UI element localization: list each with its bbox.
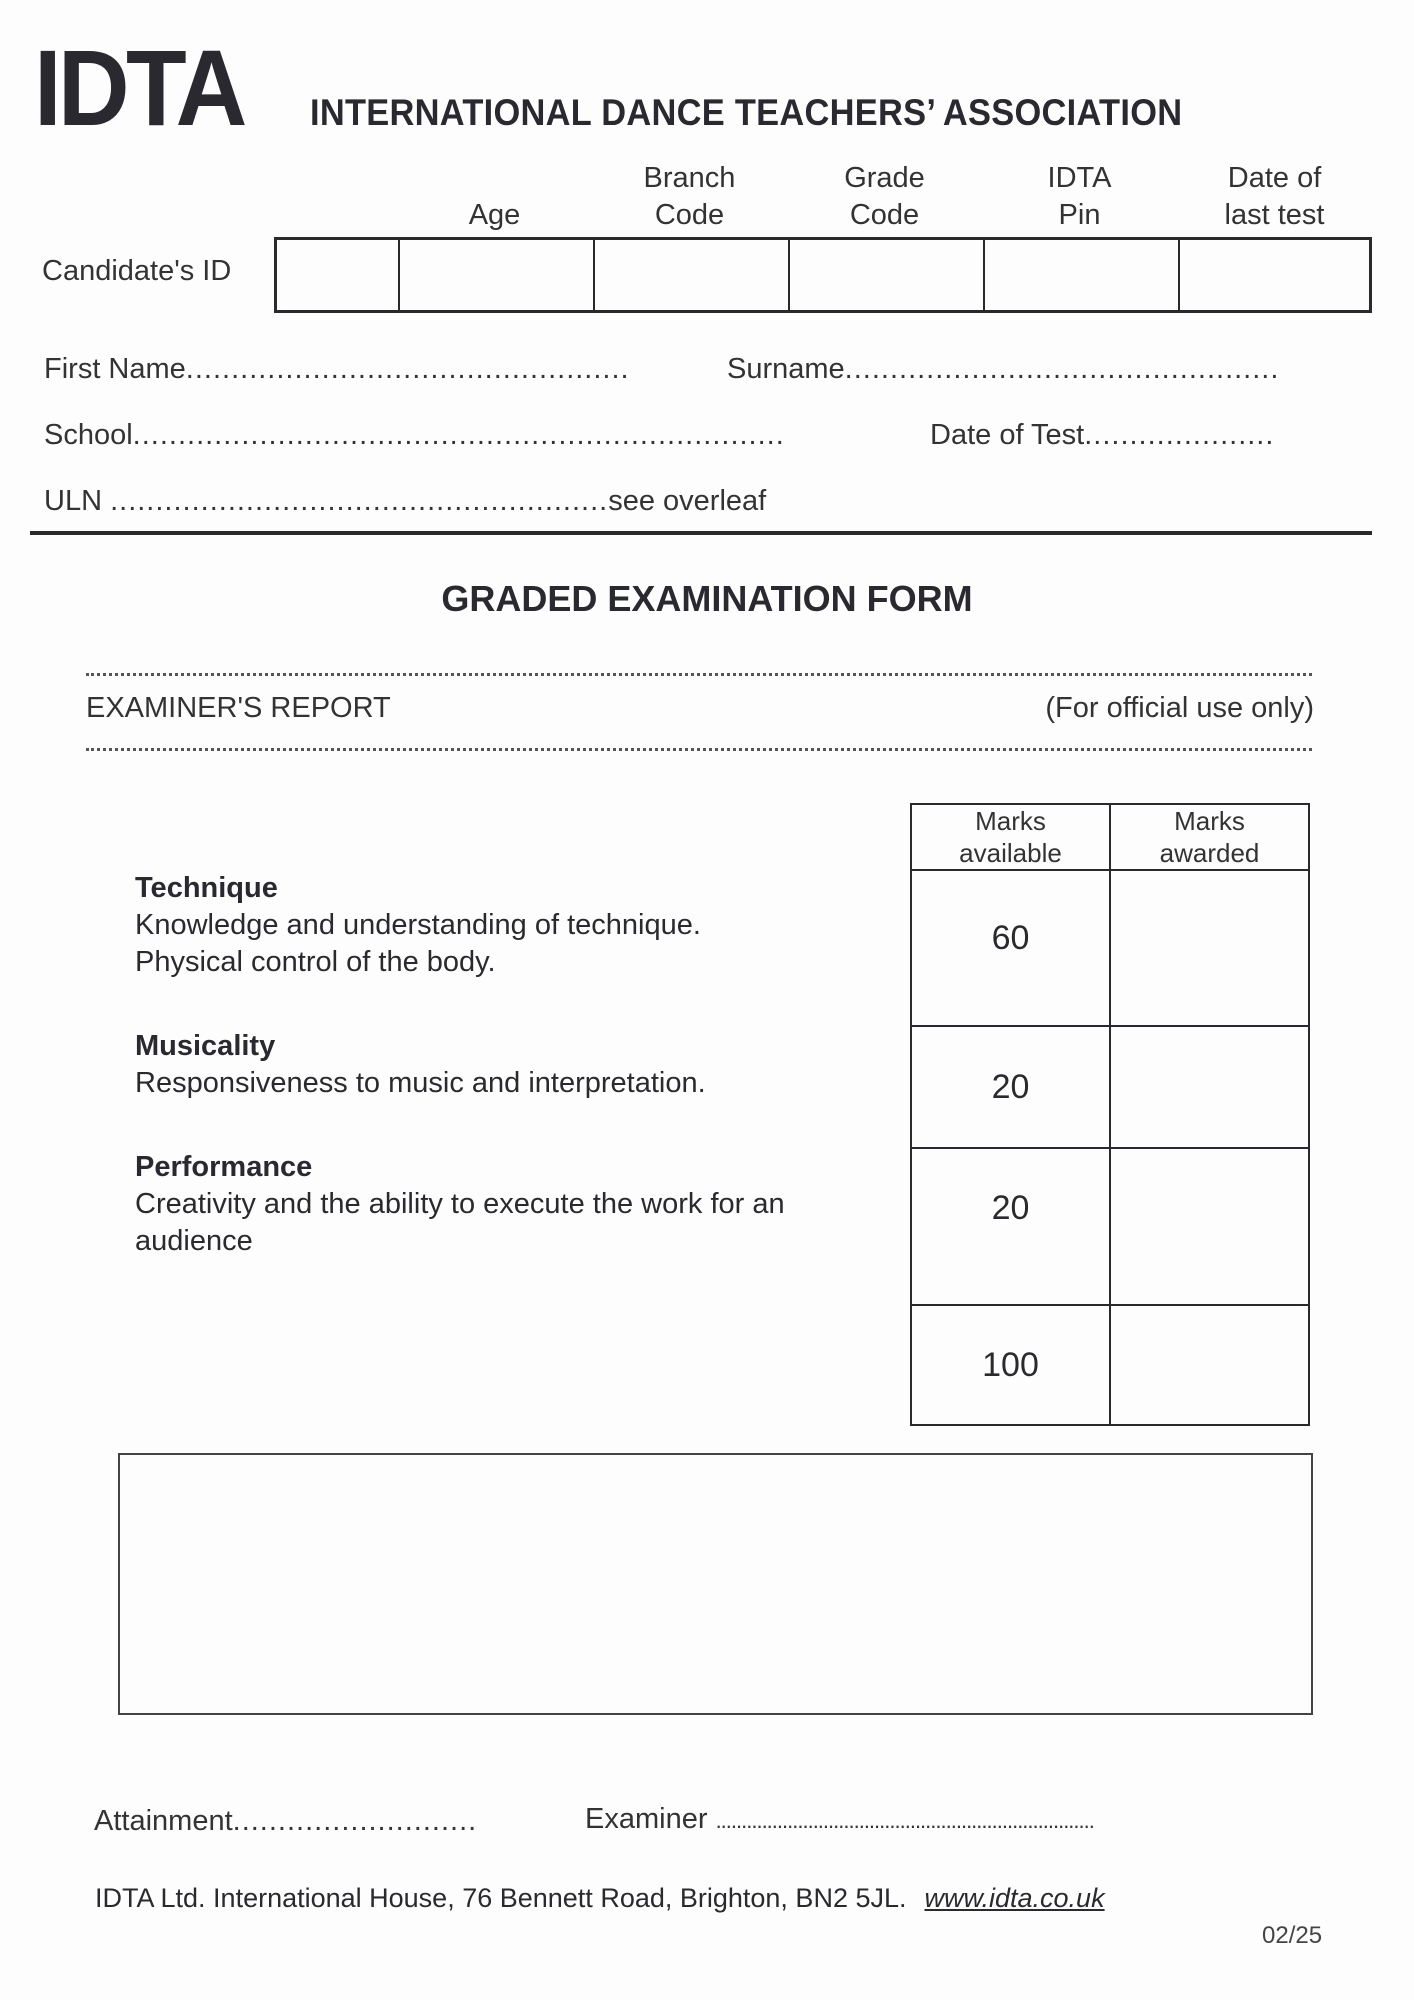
header-marks-available [911, 804, 1110, 870]
table-row-total [911, 1305, 1309, 1425]
form-title: GRADED EXAMINATION FORM [441, 578, 973, 619]
col-header-idta-pin [982, 160, 1177, 234]
footer-address: IDTA Ltd. International House, 76 Bennett Road, Brighton, BN2 5JL. [95, 1883, 907, 1913]
criterion-name: Performance [135, 1151, 313, 1183]
header-line: awarded [1159, 838, 1260, 868]
col-header-line1: Grade [844, 162, 925, 194]
uln-dots: ....................................................... [110, 485, 609, 517]
examiner-dots: .......................................................................... [715, 1808, 1094, 1833]
candidate-id-grid [274, 237, 1372, 313]
first-name-dots: ................................................. [185, 353, 630, 385]
marks-available-performance: 20 [911, 1148, 1110, 1305]
date-of-test-label: Date of Test [930, 419, 1085, 451]
date-of-test-dots: ..................... [1084, 419, 1275, 451]
criterion-description: Physical control of the body. [135, 946, 496, 978]
school-dots: ........................................................................ [132, 419, 785, 451]
table-row [911, 1148, 1309, 1305]
col-header-line2: last test [1224, 199, 1325, 231]
header-line: available [959, 838, 1062, 868]
id-cell-grade-code[interactable] [790, 240, 985, 310]
col-header-date-last-test [1177, 160, 1372, 234]
col-header-line2: Code [849, 199, 920, 231]
attainment-dots: ........................... [232, 1805, 478, 1837]
id-cell-prefix[interactable] [277, 240, 400, 310]
surname-label: Surname [727, 353, 845, 385]
marks-available-technique: 60 [911, 870, 1110, 1026]
marks-awarded-total[interactable] [1110, 1305, 1309, 1425]
criterion-performance [135, 1149, 785, 1260]
criterion-name: Musicality [135, 1030, 276, 1062]
col-header-line1: Branch [643, 162, 736, 194]
col-header-branch-code [592, 160, 787, 234]
marks-awarded-technique[interactable] [1110, 870, 1309, 1026]
id-cell-age[interactable] [400, 240, 595, 310]
uln-label: ULN [44, 485, 103, 517]
header-marks-awarded [1110, 804, 1309, 870]
examiner-label: Examiner [585, 1803, 708, 1835]
col-header-line2: Code [654, 199, 725, 231]
criterion-musicality [135, 1028, 706, 1102]
candidate-id-label: Candidate's ID [42, 255, 232, 287]
criterion-technique [135, 870, 701, 981]
uln-field[interactable] [44, 485, 766, 518]
marks-header-row [911, 804, 1309, 870]
attainment-label: Attainment [94, 1805, 233, 1837]
school-label: School [44, 419, 133, 451]
col-header-age [397, 160, 592, 234]
id-cell-branch-code[interactable] [595, 240, 790, 310]
footer-address-line [95, 1883, 1105, 1914]
col-header-grade-code [787, 160, 982, 234]
header-line: Marks [975, 806, 1046, 836]
dotted-divider-top [86, 673, 1312, 676]
examiner-comments-box[interactable] [118, 1453, 1313, 1715]
attainment-field[interactable] [94, 1805, 477, 1838]
date-of-test-field[interactable] [930, 419, 1274, 452]
col-header-line2: Pin [1058, 199, 1101, 231]
school-field[interactable] [44, 419, 785, 452]
organisation-name: INTERNATIONAL DANCE TEACHERS’ ASSOCIATION [310, 92, 1183, 133]
header-divider [30, 531, 1372, 535]
official-use-note: (For official use only) [1045, 692, 1314, 724]
form-version: 02/25 [1262, 1922, 1323, 1949]
examiners-report-title: EXAMINER'S REPORT [86, 692, 391, 724]
surname-dots: ................................................ [844, 353, 1280, 385]
marks-awarded-performance[interactable] [1110, 1148, 1309, 1305]
col-header-line2: Age [468, 199, 521, 231]
criterion-description: Creativity and the ability to execute the work for an [135, 1188, 785, 1220]
criterion-description: Responsiveness to music and interpretation. [135, 1067, 706, 1099]
marks-available-total: 100 [911, 1305, 1110, 1425]
header-line: Marks [1174, 806, 1245, 836]
marks-table [910, 803, 1310, 1426]
surname-field[interactable] [727, 353, 1279, 386]
criterion-name: Technique [135, 872, 278, 904]
idta-logo: IDTA [34, 27, 244, 148]
first-name-label: First Name [44, 353, 186, 385]
first-name-field[interactable] [44, 353, 630, 386]
criterion-description: Knowledge and understanding of technique. [135, 909, 701, 941]
dotted-divider-bottom [86, 748, 1312, 751]
marks-available-musicality: 20 [911, 1026, 1110, 1148]
table-row [911, 1026, 1309, 1148]
marks-awarded-musicality[interactable] [1110, 1026, 1309, 1148]
col-header-line1: Date of [1227, 162, 1322, 194]
col-header-line1 [397, 160, 592, 197]
id-cell-date-last-test[interactable] [1180, 240, 1369, 310]
col-header-line1: IDTA [1047, 162, 1112, 194]
examiner-field[interactable] [585, 1803, 1094, 1836]
website-link[interactable]: www.idta.co.uk [924, 1883, 1105, 1913]
uln-note: see overleaf [608, 485, 767, 517]
id-cell-idta-pin[interactable] [985, 240, 1180, 310]
criterion-description: audience [135, 1225, 253, 1257]
table-row [911, 870, 1309, 1026]
